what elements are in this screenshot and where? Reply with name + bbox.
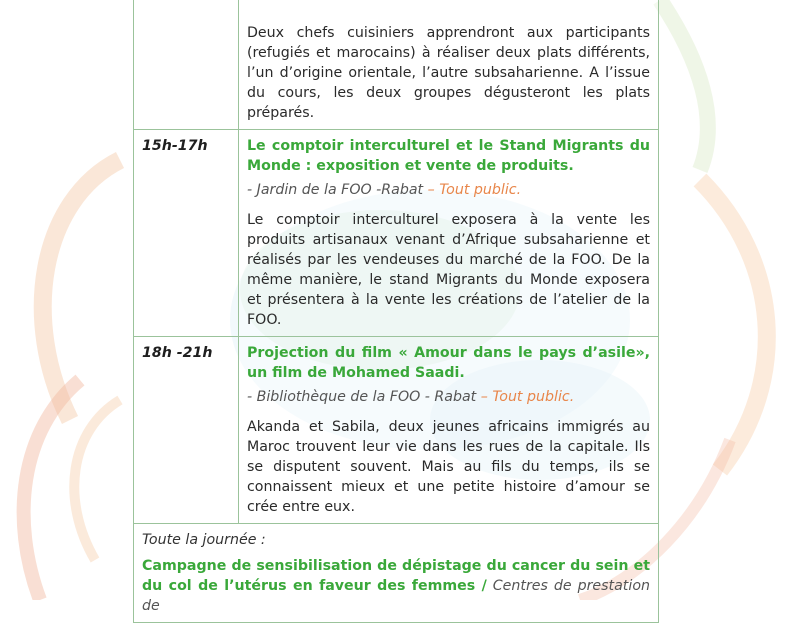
time-cell: 18h -21h — [134, 337, 239, 524]
audience-text: – Tout public. — [423, 182, 522, 198]
time-cell — [134, 0, 239, 130]
event-title: Le comptoir interculturel et le Stand Migrants du Monde : exposition et vente de produits. — [247, 138, 650, 174]
audience-text: – Tout public. — [476, 389, 575, 405]
table-row — [134, 130, 659, 337]
table-row — [134, 337, 659, 524]
event-location — [247, 387, 650, 407]
full-day-label: Toute la journée : — [142, 532, 266, 548]
description-cell — [239, 0, 659, 130]
location-text: - Jardin de la FOO -Rabat — [247, 182, 424, 198]
full-day-title — [142, 556, 650, 616]
table-row — [134, 524, 659, 623]
event-location — [247, 180, 650, 200]
time-cell: 15h-17h — [134, 130, 239, 337]
event-description: Le comptoir interculturel exposera à la vente les produits artisanaux venant d’Afrique subsaharienne et réalisés par les vendeuses du marché de la FOO. De la même manière, le stand Migrants du Monde exposera et présentera à la vente les créations de l’atelier de la FOO. — [247, 212, 650, 328]
full-day-title-tail: Centres de prestation de — [142, 578, 650, 614]
event-description: Akanda et Sabila, deux jeunes africains immigrés au Maroc trouvent leur vie dans les rues de la capitale. Ils se disputent souvent. Mais au fils du temps, ils se connaissent mieux et une petite histoire d’amour se crée entre eux. — [247, 419, 650, 515]
event-description: Deux chefs cuisiniers apprendront aux participants (refugiés et marocains) à réaliser deux plats différents, l’un d’origine orientale, l’autre subsaharienne. A l’issue du cours, les deux groupes dégusteront les plats préparés. — [247, 25, 650, 121]
location-text: - Bibliothèque de la FOO - Rabat — [247, 389, 477, 405]
full-day-cell — [134, 524, 659, 623]
description-cell — [239, 337, 659, 524]
event-title: Projection du film « Amour dans le pays d’asile», un film de Mohamed Saadi. — [247, 345, 650, 381]
description-cell — [239, 130, 659, 337]
full-day-title-text: Campagne de sensibilisation de dépistage du cancer du sein et du col de l’utérus en faveur des femmes / — [142, 558, 650, 594]
table-row — [134, 0, 659, 130]
program-table — [133, 0, 659, 623]
